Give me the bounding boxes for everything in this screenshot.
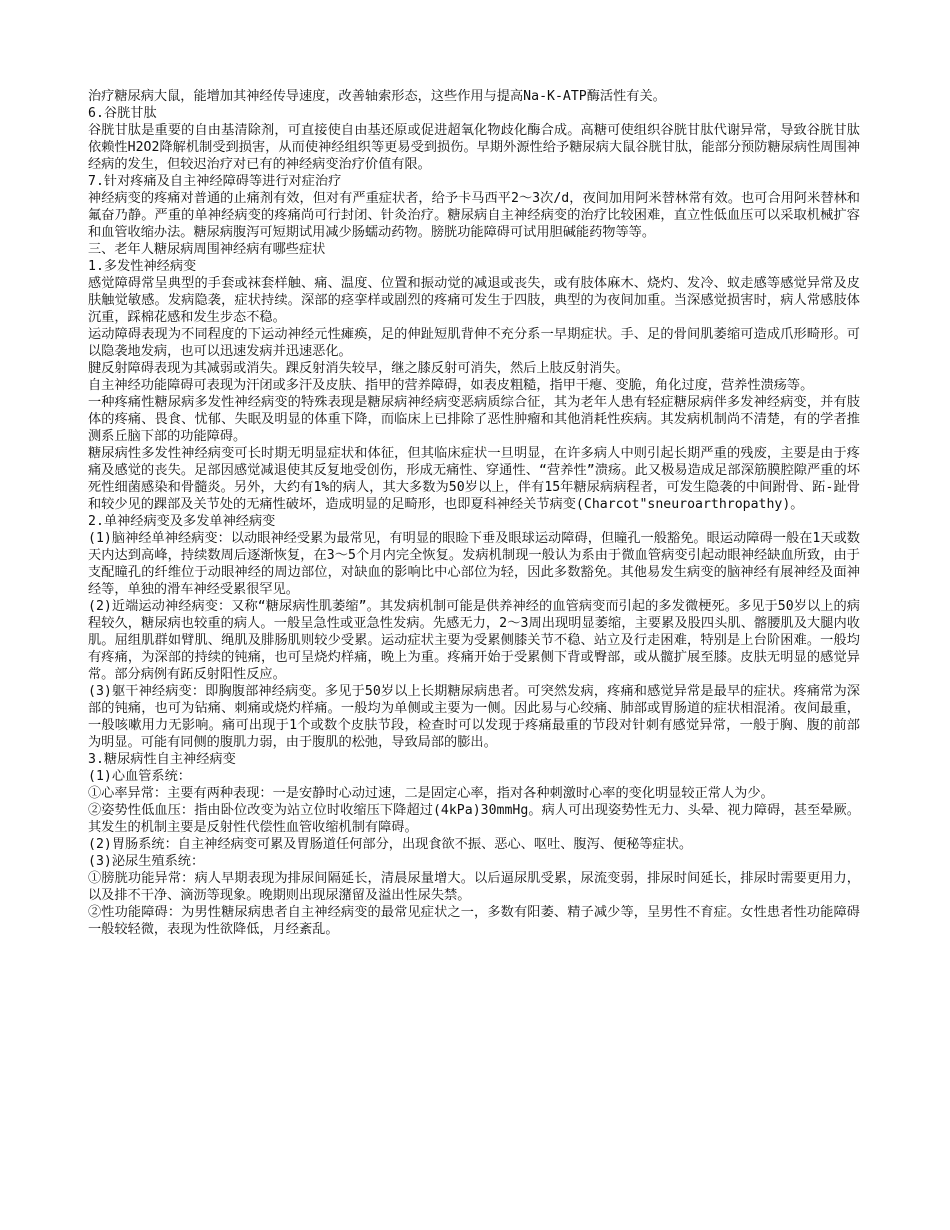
paragraph: 糖尿病性多发性神经病变可长时期无明显症状和体征，但其临床症状一旦明显，在许多病人中则引起长期严重的残废，主要是由于疼痛及感觉的丧失。足部因感觉减退使其反复地受创伤，形成无痛性、穿通性、“营养性”溃疡。此又极易造成足部深筋膜腔隙严重的坏死性细菌感染和骨髓炎。另外，大约有1%的病人，其大多数为50岁以上，伴有15年糖尿病病程者，可发生隐袭的中间跗骨、跖-趾骨和较少见的踝部及关节处的无痛性破坏，造成明显的足畸形，也即夏科神经关节病变(Charcot"sneuroarthropathy)。 — [88, 446, 860, 512]
paragraph: ①膀胱功能异常：病人早期表现为排尿间隔延长，清晨尿量增大。以后逼尿肌受累，尿流变弱，排尿时间延长，排尿时需要更用力，以及排不干净、滴沥等现象。晚期则出现尿潴留及溢出性尿失禁。 — [88, 871, 860, 903]
paragraph: 感觉障碍常呈典型的手套或袜套样触、痛、温度、位置和振动觉的减退或丧失，或有肢体麻木、烧灼、发冷、蚁走感等感觉异常及皮肤触觉敏感。发病隐袭，症状持续。深部的痉挛样或剧烈的疼痛可发生于四肢，典型的为夜间加重。当深感觉损害时，病人常感肢体沉重，踩棉花感和发生步态不稳。 — [88, 276, 860, 325]
subsection-heading: (3)泌尿生殖系统： — [88, 854, 205, 869]
paragraph: (2)胃肠系统：自主神经病变可累及胃肠道任何部分，出现食欲不振、恶心、呕吐、腹泻、便秘等症状。 — [88, 837, 693, 852]
paragraph: ②姿势性低血压：指由卧位改变为站立位时收缩压下降超过(4kPa)30mmHg。病人可出现姿势性无力、头晕、视力障碍，甚至晕厥。其发生的机制主要是反射性代偿性血管收缩机制有障碍。 — [88, 803, 860, 835]
paragraph: ②性功能障碍：为男性糖尿病患者自主神经病变的最常见症状之一，多数有阳萎、精子减少等，呈男性不育症。女性患者性功能障碍一般较轻微，表现为性欲降低，月经紊乱。 — [88, 905, 860, 937]
paragraph: 腱反射障碍表现为其减弱或消失。踝反射消失较早，继之膝反射可消失，然后上肢反射消失。 — [88, 361, 629, 376]
section-heading: 3.糖尿病性自主神经病变 — [88, 752, 236, 767]
paragraph: ①心率异常：主要有两种表现：一是安静时心动过速，二是固定心率，指对各种刺激时心率的变化明显较正常人为少。 — [88, 786, 774, 801]
subsection-heading: (1)心血管系统： — [88, 769, 191, 784]
section-heading: 2.单神经病变及多发单神经病变 — [88, 514, 276, 529]
paragraph: (3)躯干神经病变：即胸腹部神经病变。多见于50岁以上长期糖尿病患者。可突然发病，疼痛和感觉异常是最早的症状。疼痛常为深部的钝痛，也可为钻痛、刺痛或烧灼样痛。一般均为单侧或主要为一侧。因此易与心绞痛、肺部或胃肠道的症状相混淆。夜间最重，一般咳嗽用力无影响。痛可出现于1个或数个皮肤节段，检查时可以发现于疼痛最重的节段对针刺有感觉异常，一般于胸、腹的前部为明显。可能有同侧的腹肌力弱，由于腹肌的松弛，导致局部的膨出。 — [88, 684, 860, 750]
paragraph: 神经病变的疼痛对普通的止痛剂有效，但对有严重症状者，给予卡马西平2～3次/d，夜间加用阿米替林常有效。也可合用阿米替林和氟奋乃静。严重的单神经病变的疼痛尚可行封闭、针灸治疗。糖尿病自主神经病变的治疗比较困难，直立性低血压可以采取机械扩容和血管收缩办法。糖尿病腹泻可短期试用减少肠蠕动药物。膀胱功能障碍可试用胆碱能药物等等。 — [88, 191, 860, 240]
paragraph: 自主神经功能障碍可表现为汗闭或多汗及皮肤、指甲的营养障碍，如表皮粗糙，指甲干瘪、变脆，角化过度，营养性溃疡等。 — [88, 378, 814, 393]
section-heading: 6.谷胱甘肽 — [88, 106, 157, 121]
paragraph: (1)脑神经单神经病变：以动眼神经受累为最常见，有明显的眼睑下垂及眼球运动障碍，但瞳孔一般豁免。眼运动障碍一般在1天或数天内达到高峰，持续数周后逐渐恢复，在3～5个月内完全恢复。发病机制现一般认为系由于微血管病变引起动眼神经缺血所致，由于支配瞳孔的纤维位于动眼神经的周边部位，对缺血的影响比中心部位为轻，因此多数豁免。其他易发生病变的脑神经有展神经及面神经等，单独的滑车神经受累很罕见。 — [88, 531, 860, 597]
paragraph: 运动障碍表现为不同程度的下运动神经元性瘫痪，足的伸趾短肌背伸不充分系一早期症状。手、足的骨间肌萎缩可造成爪形畸形。可以隐袭地发病，也可以迅速发病并迅速恶化。 — [88, 327, 860, 359]
paragraph: (2)近端运动神经病变：又称“糖尿病性肌萎缩”。其发病机制可能是供养神经的血管病变而引起的多发微梗死。多见于50岁以上的病程较久，糖尿病也较重的病人。一般呈急性或亚急性发病。先感无力，2～3周出现明显萎缩，主要累及股四头肌、髂腰肌及大腿内收肌。屈组肌群如臂肌、绳肌及腓肠肌则较少受累。运动症状主要为受累侧膝关节不稳、站立及行走困难，特别是上台阶困难。一般均有疼痛，为深部的持续的钝痛，也可呈烧灼样痛，晚上为重。疼痛开始于受累侧下背或臀部，或从髋扩展至膝。皮肤无明显的感觉异常。部分病例有跖反射阳性反应。 — [88, 599, 860, 682]
chapter-heading: 三、老年人糖尿病周围神经病有哪些症状 — [88, 242, 326, 257]
paragraph: 治疗糖尿病大鼠，能增加其神经传导速度，改善轴索形态，这些作用与提高Na-K-ATP酶活性有关。 — [88, 89, 666, 104]
paragraph: 一种疼痛性糖尿病多发性神经病变的特殊表现是糖尿病神经病变恶病质综合征，其为老年人患有轻症糖尿病伴多发神经病变，并有肢体的疼痛、畏食、忧郁、失眠及明显的体重下降，而临床上已排除了恶性肿瘤和其他消耗性疾病。其发病机制尚不清楚，有的学者推测系丘脑下部的功能障碍。 — [88, 395, 860, 444]
section-heading: 1.多发性神经病变 — [88, 259, 197, 274]
section-heading: 7.针对疼痛及自主神经障碍等进行对症治疗 — [88, 174, 342, 189]
paragraph: 谷胱甘肽是重要的自由基清除剂，可直接使自由基还原或促进超氧化物歧化酶合成。高糖可使组织谷胱甘肽代谢异常，导致谷胱甘肽依赖性H2O2降解机制受到损害，从而使神经组织等更易受到损伤。早期外源性给予糖尿病大鼠谷胱甘肽，能部分预防糖尿病性周围神经病的发生，但较迟治疗对已有的神经病变治疗价值有限。 — [88, 123, 860, 172]
document-page — [88, 88, 860, 938]
